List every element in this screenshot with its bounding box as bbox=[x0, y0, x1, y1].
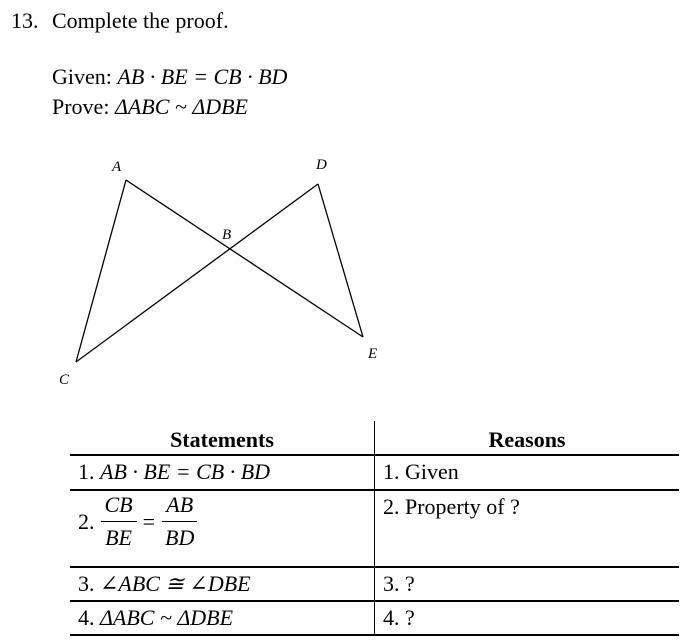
statement-number: 2. bbox=[78, 508, 95, 534]
segment-DE bbox=[318, 184, 363, 337]
reason-cell: 4. ? bbox=[375, 601, 680, 635]
equals-sign: = bbox=[142, 508, 156, 534]
table-row bbox=[70, 567, 679, 601]
given-expression: AB · BE = CB · BD bbox=[117, 64, 288, 89]
problem-number: 13. bbox=[11, 8, 39, 33]
table-row bbox=[70, 490, 679, 567]
statements-header: Statements bbox=[70, 421, 375, 455]
triangle-figure bbox=[0, 150, 420, 400]
fraction-denominator: BE bbox=[105, 525, 132, 550]
label-A: A bbox=[112, 159, 122, 175]
header-row bbox=[70, 421, 679, 455]
fraction-denominator: BD bbox=[165, 525, 195, 550]
label-D: D bbox=[316, 157, 327, 173]
fraction-left bbox=[101, 491, 137, 552]
statement-text: AB · BE = CB · BD bbox=[100, 459, 271, 484]
fraction-numerator: CB bbox=[101, 491, 137, 522]
problem-instruction: Complete the proof. bbox=[52, 8, 229, 33]
reason-cell: 2. Property of ? bbox=[375, 490, 680, 567]
reasons-header: Reasons bbox=[488, 427, 566, 452]
label-B: B bbox=[222, 227, 232, 243]
fraction-numerator: AB bbox=[162, 491, 197, 522]
statement-cell bbox=[70, 601, 375, 635]
segment-AC bbox=[76, 180, 126, 362]
statement-text: ∠ABC ≅ ∠DBE bbox=[100, 571, 251, 596]
statement-cell bbox=[70, 490, 375, 567]
reason-cell: 3. ? bbox=[375, 567, 680, 601]
label-E: E bbox=[368, 346, 378, 362]
given-label: Given: bbox=[52, 64, 112, 89]
given-line bbox=[52, 64, 287, 90]
fraction-right bbox=[161, 491, 198, 552]
statement-number: 1. bbox=[78, 459, 95, 484]
proportion bbox=[78, 491, 366, 552]
statement-text: ΔABC ~ ΔDBE bbox=[100, 605, 234, 630]
prove-expression: ΔABC ~ ΔDBE bbox=[114, 94, 248, 119]
segment-CD bbox=[76, 184, 318, 362]
prove-label: Prove: bbox=[52, 94, 110, 119]
prove-line bbox=[52, 94, 248, 120]
statement-number: 4. bbox=[78, 605, 95, 630]
statement-number: 3. bbox=[78, 571, 95, 596]
label-C: C bbox=[59, 372, 70, 388]
statement-cell bbox=[70, 455, 375, 490]
table-row bbox=[70, 601, 679, 635]
segment-AE bbox=[126, 180, 363, 337]
reason-cell: 1. Given bbox=[375, 455, 680, 490]
proof-table bbox=[70, 421, 679, 636]
table-row bbox=[70, 455, 679, 490]
statement-cell bbox=[70, 567, 375, 601]
